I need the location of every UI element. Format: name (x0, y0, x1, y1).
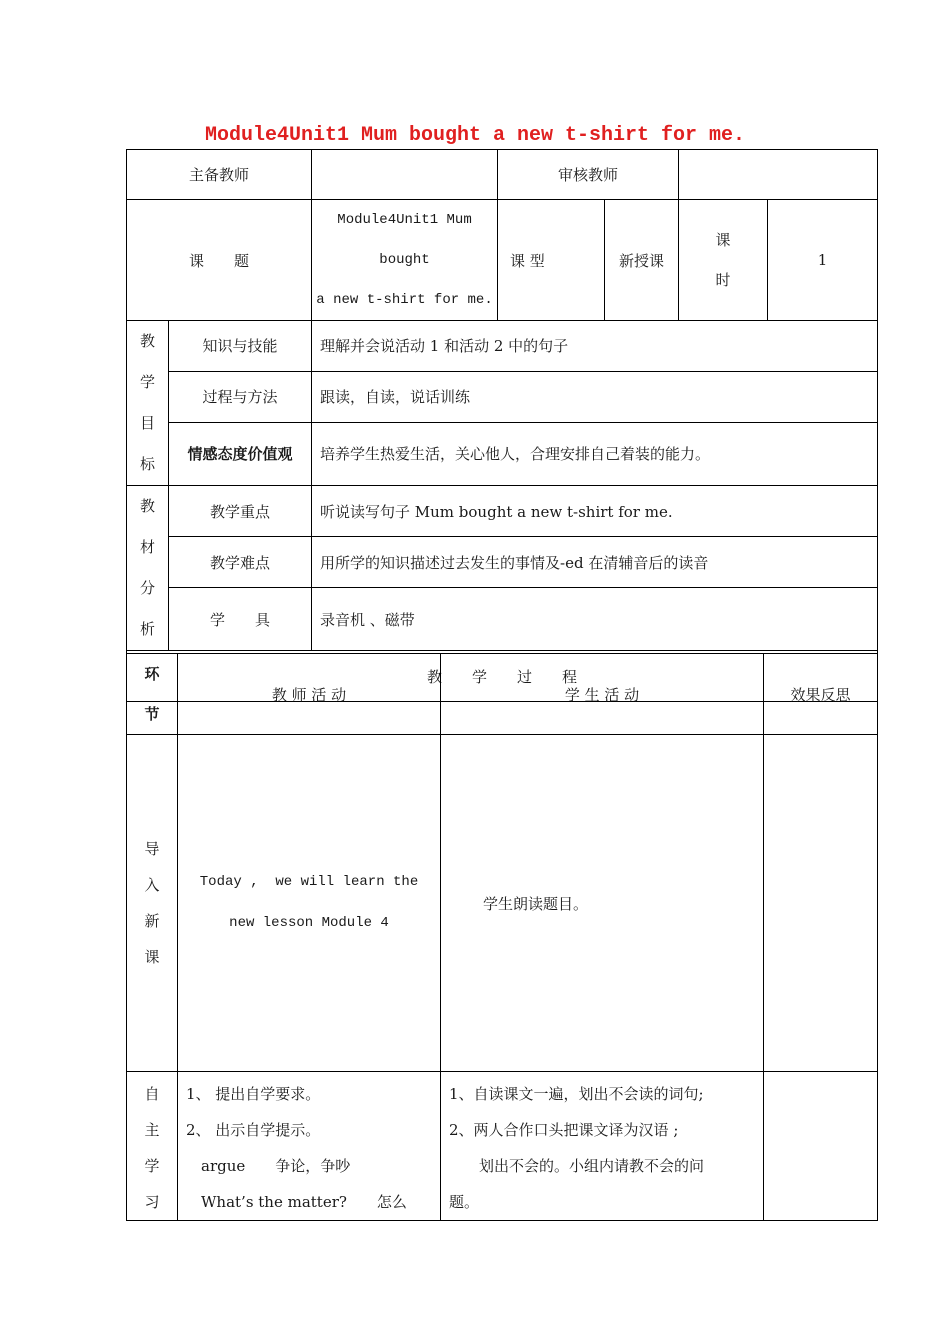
stage-column-header (127, 654, 178, 735)
section-char: 分 (139, 579, 155, 597)
section-char: 标 (139, 455, 155, 473)
analysis-content: 用所学的知识描述过去发生的事情及-ed 在清辅音后的读音 (312, 537, 878, 588)
lead-teacher-label: 主备教师 (127, 150, 312, 200)
teacher-line: 2、 出示自学提示。 (186, 1121, 321, 1139)
period-value: 1 (768, 200, 878, 321)
section-char: 教 (139, 497, 155, 515)
stage-label (127, 735, 178, 1072)
student-line: 2、两人合作口头把课文译为汉语 ; (449, 1121, 679, 1139)
analysis-label: 学 具 (169, 588, 312, 651)
stage-char: 新 (144, 912, 160, 930)
student-activity-header: 学 生 活 动 (441, 654, 764, 735)
student-line: 划出不会的。小组内请教不会的问 (449, 1157, 705, 1175)
student-activity (441, 735, 764, 1072)
teacher-line: new lesson Module 4 (229, 915, 389, 931)
teacher-line: What’s the matter? 怎么 (186, 1193, 407, 1211)
stage-char: 学 (144, 1157, 160, 1175)
teacher-activity (178, 1072, 441, 1221)
objectives-section-label (127, 321, 169, 486)
reflection-header: 效果反思 (764, 654, 878, 735)
period-label-char-2: 时 (715, 271, 731, 289)
analysis-section-label (127, 486, 169, 651)
stage-char: 习 (144, 1193, 160, 1211)
objective-label: 情感态度价值观 (169, 422, 312, 485)
reflection-cell (764, 1072, 878, 1221)
period-label (679, 200, 768, 321)
teacher-line: 1、 提出自学要求。 (186, 1085, 321, 1103)
stage-char: 课 (144, 948, 160, 966)
analysis-content: 听说读写句子 Mum bought a new t-shirt for me. (312, 486, 878, 537)
stage-char: 入 (144, 876, 160, 894)
analysis-label: 教学重点 (169, 486, 312, 537)
topic-value (312, 200, 498, 321)
teacher-activity-header: 教 师 活 动 (178, 654, 441, 735)
section-char: 材 (139, 538, 155, 556)
section-char: 析 (139, 620, 155, 638)
document-title: Module4Unit1 Mum bought a new t-shirt for me. (204, 124, 746, 147)
section-char: 目 (139, 414, 155, 432)
stage-header-char: 环 (144, 665, 160, 683)
stage-char: 自 (144, 1085, 160, 1103)
student-line: 题。 (449, 1193, 480, 1211)
lesson-info-table (126, 149, 878, 702)
reflection-cell (764, 735, 878, 1072)
objective-content: 跟读，自读，说话训练 (312, 371, 878, 422)
teacher-line: argue 争论，争吵 (186, 1157, 351, 1175)
process-heading: 教 学 过 程 (127, 651, 878, 702)
teacher-activity (178, 735, 441, 1072)
teaching-process-table (126, 653, 878, 1221)
analysis-label: 教学难点 (169, 537, 312, 588)
student-activity (441, 1072, 764, 1221)
section-char: 学 (139, 373, 155, 391)
lesson-type-value: 新授课 (605, 200, 679, 321)
objective-content: 理解并会说活动 1 和活动 2 中的句子 (312, 321, 878, 372)
topic-label: 课 题 (127, 200, 312, 321)
topic-line-2: a new t-shirt for me. (316, 292, 493, 308)
analysis-content: 录音机 、磁带 (312, 588, 878, 651)
stage-header-char: 节 (144, 705, 160, 723)
reviewer-label: 审核教师 (498, 150, 679, 200)
objective-content: 培养学生热爱生活，关心他人，合理安排自己着装的能力。 (312, 422, 878, 485)
reviewer-value (679, 150, 878, 200)
objective-label: 过程与方法 (169, 371, 312, 422)
objective-label: 知识与技能 (169, 321, 312, 372)
teacher-line: Today , we will learn the (199, 874, 419, 890)
topic-line-1: Module4Unit1 Mum bought (337, 212, 472, 268)
lead-teacher-value (312, 150, 498, 200)
section-char: 教 (139, 332, 155, 350)
stage-char: 导 (144, 840, 160, 858)
period-label-char-1: 课 (715, 231, 731, 249)
lesson-type-label: 课 型 (498, 200, 605, 321)
stage-label (127, 1072, 178, 1221)
student-line: 学生朗读题目。 (483, 894, 589, 913)
student-line: 1、自读课文一遍，划出不会读的词句; (449, 1085, 704, 1103)
stage-char: 主 (144, 1121, 160, 1139)
